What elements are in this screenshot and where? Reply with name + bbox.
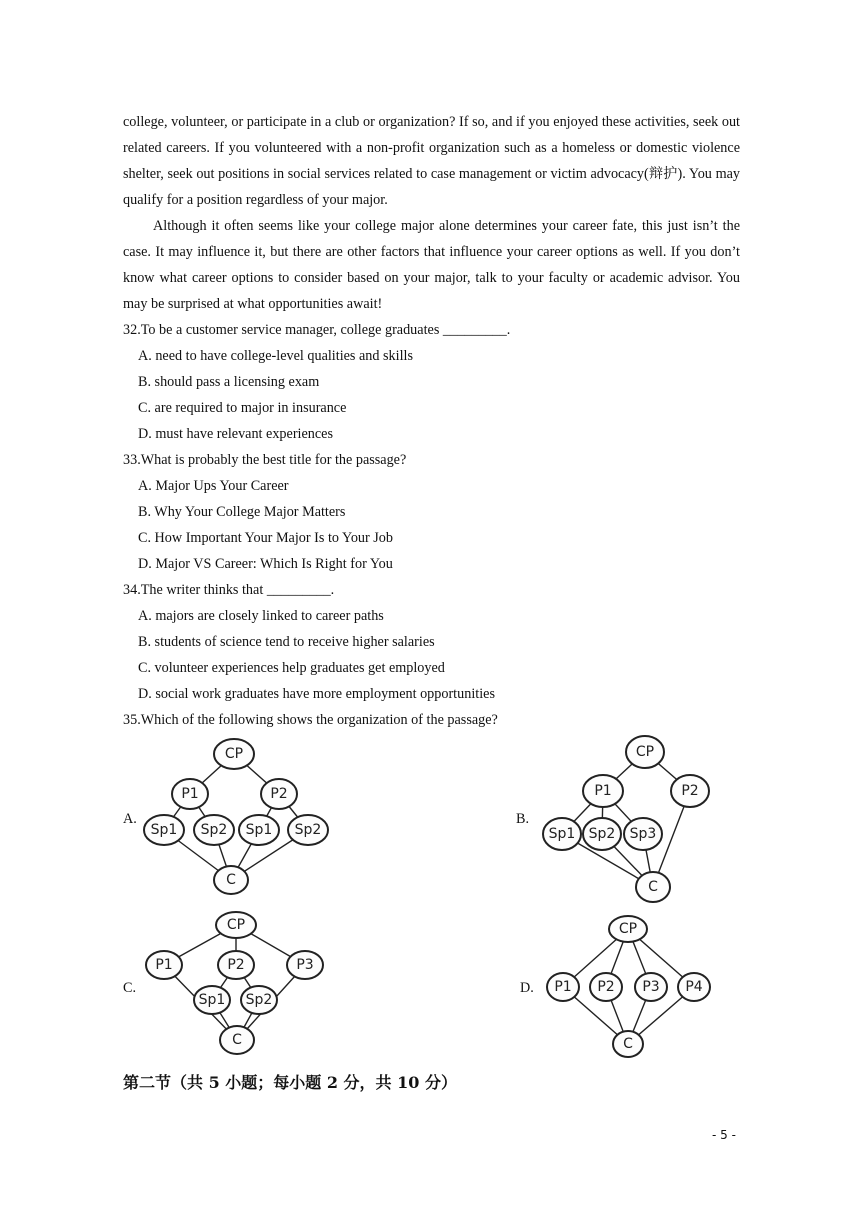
question-32-option-c: C. are required to major in insurance: [138, 400, 347, 416]
diagram-c: [140, 910, 340, 1060]
diagram-b: [540, 734, 720, 904]
diagram-b-node-p1: P1: [594, 783, 612, 799]
diagram-c-node-sp2: Sp2: [245, 992, 273, 1008]
diagram-d-node-c: C: [623, 1036, 633, 1052]
passage-paragraph-2: Although it often seems like your college major alone determines your career fate, this just isn’t the case. It may influence it, but there are other factors that influence your career options as well. If you don’t know what career options to consider based on your major, talk to your faculty or academic advisor. You may be surprised at what opportunities await!: [123, 218, 740, 312]
diagram-b-node-c: C: [648, 879, 658, 895]
diagram-d-node-p4: P4: [685, 979, 703, 995]
question-32-option-b: B. should pass a licensing exam: [138, 374, 320, 390]
diagram-c-node-sp1: Sp1: [198, 992, 226, 1008]
question-33-stem: 33.What is probably the best title for the passage?: [123, 452, 407, 468]
diagram-d-node-p2: P2: [597, 979, 615, 995]
diagram-d-node-p1: P1: [554, 979, 572, 995]
section-heading: 第二节（共 5 小题；每小题 2 分，共 10 分）: [123, 1073, 457, 1092]
diagram-b-node-p2: P2: [681, 783, 699, 799]
diagram-c-node-p1: P1: [155, 957, 173, 973]
diagram-c-label: C.: [123, 980, 137, 996]
diagram-a-node-sp1-a: Sp1: [150, 822, 178, 838]
passage-paragraph-1: college, volunteer, or participate in a club or organization? If so, and if you enjoyed these activities, seek out related careers. If you volunteered with a non-profit organization such as a homeless or domestic violence shelter, seek out positions in social services related to case management or victim advocacy(辩护). You may qualify for a position regardless of your major.: [123, 114, 740, 208]
question-34-option-b: B. students of science tend to receive higher salaries: [138, 634, 435, 650]
diagram-a-label: A.: [123, 811, 137, 827]
diagram-d: [545, 914, 725, 1059]
diagram-c-node-cp: CP: [226, 917, 246, 933]
question-33-option-c: C. How Important Your Major Is to Your Job: [138, 530, 393, 546]
diagram-a-node-p2: P2: [270, 786, 288, 802]
question-34-option-d: D. social work graduates have more employment opportunities: [138, 686, 495, 702]
diagram-a-node-p1: P1: [181, 786, 199, 802]
diagram-a-node-sp2-a: Sp2: [200, 822, 228, 838]
diagram-d-label: D.: [520, 980, 534, 996]
question-32-stem: 32.To be a customer service manager, college graduates _________.: [123, 322, 511, 338]
diagram-b-node-cp: CP: [635, 744, 655, 760]
question-33-option-d: D. Major VS Career: Which Is Right for You: [138, 556, 393, 572]
diagram-a-node-sp1-b: Sp1: [245, 822, 273, 838]
diagram-d-node-cp: CP: [618, 921, 638, 937]
diagram-a-node-c: C: [226, 872, 236, 888]
diagram-a-node-cp: CP: [224, 746, 244, 762]
diagram-c-node-p3: P3: [296, 957, 314, 973]
question-34-stem: 34.The writer thinks that _________.: [123, 582, 335, 598]
diagram-b-node-sp1: Sp1: [548, 826, 576, 842]
page-number: - 5 -: [712, 1128, 736, 1142]
question-32-option-d: D. must have relevant experiences: [138, 426, 333, 442]
question-33-option-b: B. Why Your College Major Matters: [138, 504, 346, 520]
diagram-b-label: B.: [516, 811, 530, 827]
question-32-option-a: A. need to have college-level qualities and skills: [138, 348, 413, 364]
diagram-d-node-p3: P3: [642, 979, 660, 995]
diagram-a: [140, 736, 340, 898]
question-34-option-c: C. volunteer experiences help graduates get employed: [138, 660, 445, 676]
diagram-b-node-sp2: Sp2: [588, 826, 616, 842]
diagram-c-node-c: C: [232, 1032, 242, 1048]
diagram-c-node-p2: P2: [227, 957, 245, 973]
question-33-option-a: A. Major Ups Your Career: [138, 478, 289, 494]
question-35-stem: 35.Which of the following shows the organization of the passage?: [123, 712, 498, 728]
diagram-b-node-sp3: Sp3: [629, 826, 657, 842]
question-34-option-a: A. majors are closely linked to career paths: [138, 608, 384, 624]
diagram-a-node-sp2-b: Sp2: [294, 822, 322, 838]
